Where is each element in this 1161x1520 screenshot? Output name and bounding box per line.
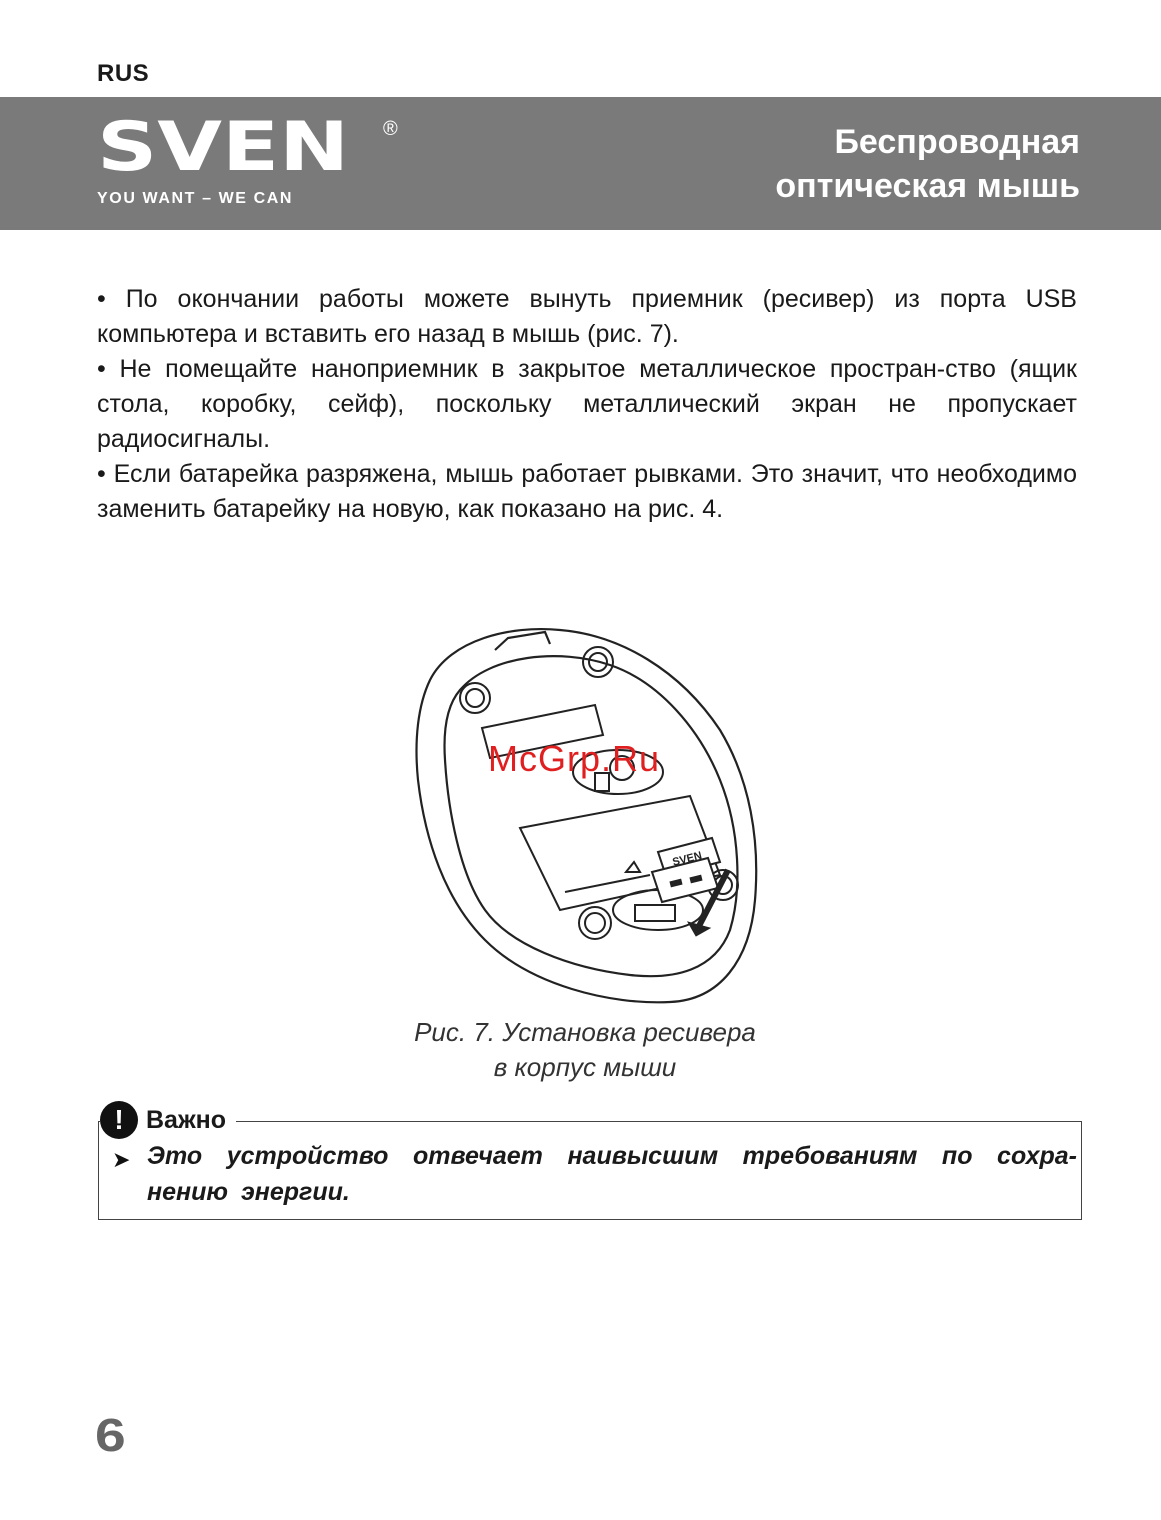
figure-caption-line-1: Рис. 7. Установка ресивера <box>414 1017 756 1047</box>
logo-slogan: YOU WANT – WE CAN <box>97 190 294 207</box>
arrow-bullet-icon: ➤ <box>112 1147 131 1172</box>
page-title-line-1: Беспроводная <box>834 123 1080 161</box>
paragraph-receiver-removal: • По окончании работы можете вынуть приемник (ресивер) из порта USB компьютера и вставить его назад в мышь (рис. 7). <box>97 285 1077 348</box>
important-note-text: Это устройство отвечает наивысшим требованиям по сохра-нению энергии. <box>147 1142 1077 1206</box>
receiver-brand-label: SVEN <box>671 849 704 869</box>
body-text <box>97 282 1077 527</box>
paragraph-battery: • Если батарейка разряжена, мышь работает рывками. Это значит, что необходимо заменить батарейку на новую, как показано на рис. 4. <box>97 460 1077 523</box>
mouse-bottom-illustration <box>390 610 770 1010</box>
page-number: 6 <box>95 1409 126 1461</box>
mouse-top-notch <box>495 632 550 650</box>
registered-mark: ® <box>383 118 398 140</box>
exclamation-icon: ! <box>100 1101 138 1139</box>
watermark: McGrp.Ru <box>488 738 661 779</box>
mouse-foot-icon <box>579 907 611 939</box>
paragraph-metal-warning: • Не помещайте наноприемник в закрытое металлическое простран-ство (ящик стола, коробку, сейф), поскольку металлический экран не пропускает радиосигналы. <box>97 355 1077 453</box>
language-label: RUS <box>97 60 150 87</box>
page-title-line-2: оптическая мышь <box>775 167 1080 205</box>
figure-caption-line-2: в корпус мыши <box>493 1052 677 1082</box>
mouse-foot-icon <box>460 683 490 713</box>
important-note-header <box>100 1101 236 1139</box>
important-note-label: Важно <box>146 1105 227 1134</box>
figure-caption <box>330 1015 840 1085</box>
sven-logo: SVEN <box>97 108 350 187</box>
page-title <box>775 120 1080 208</box>
